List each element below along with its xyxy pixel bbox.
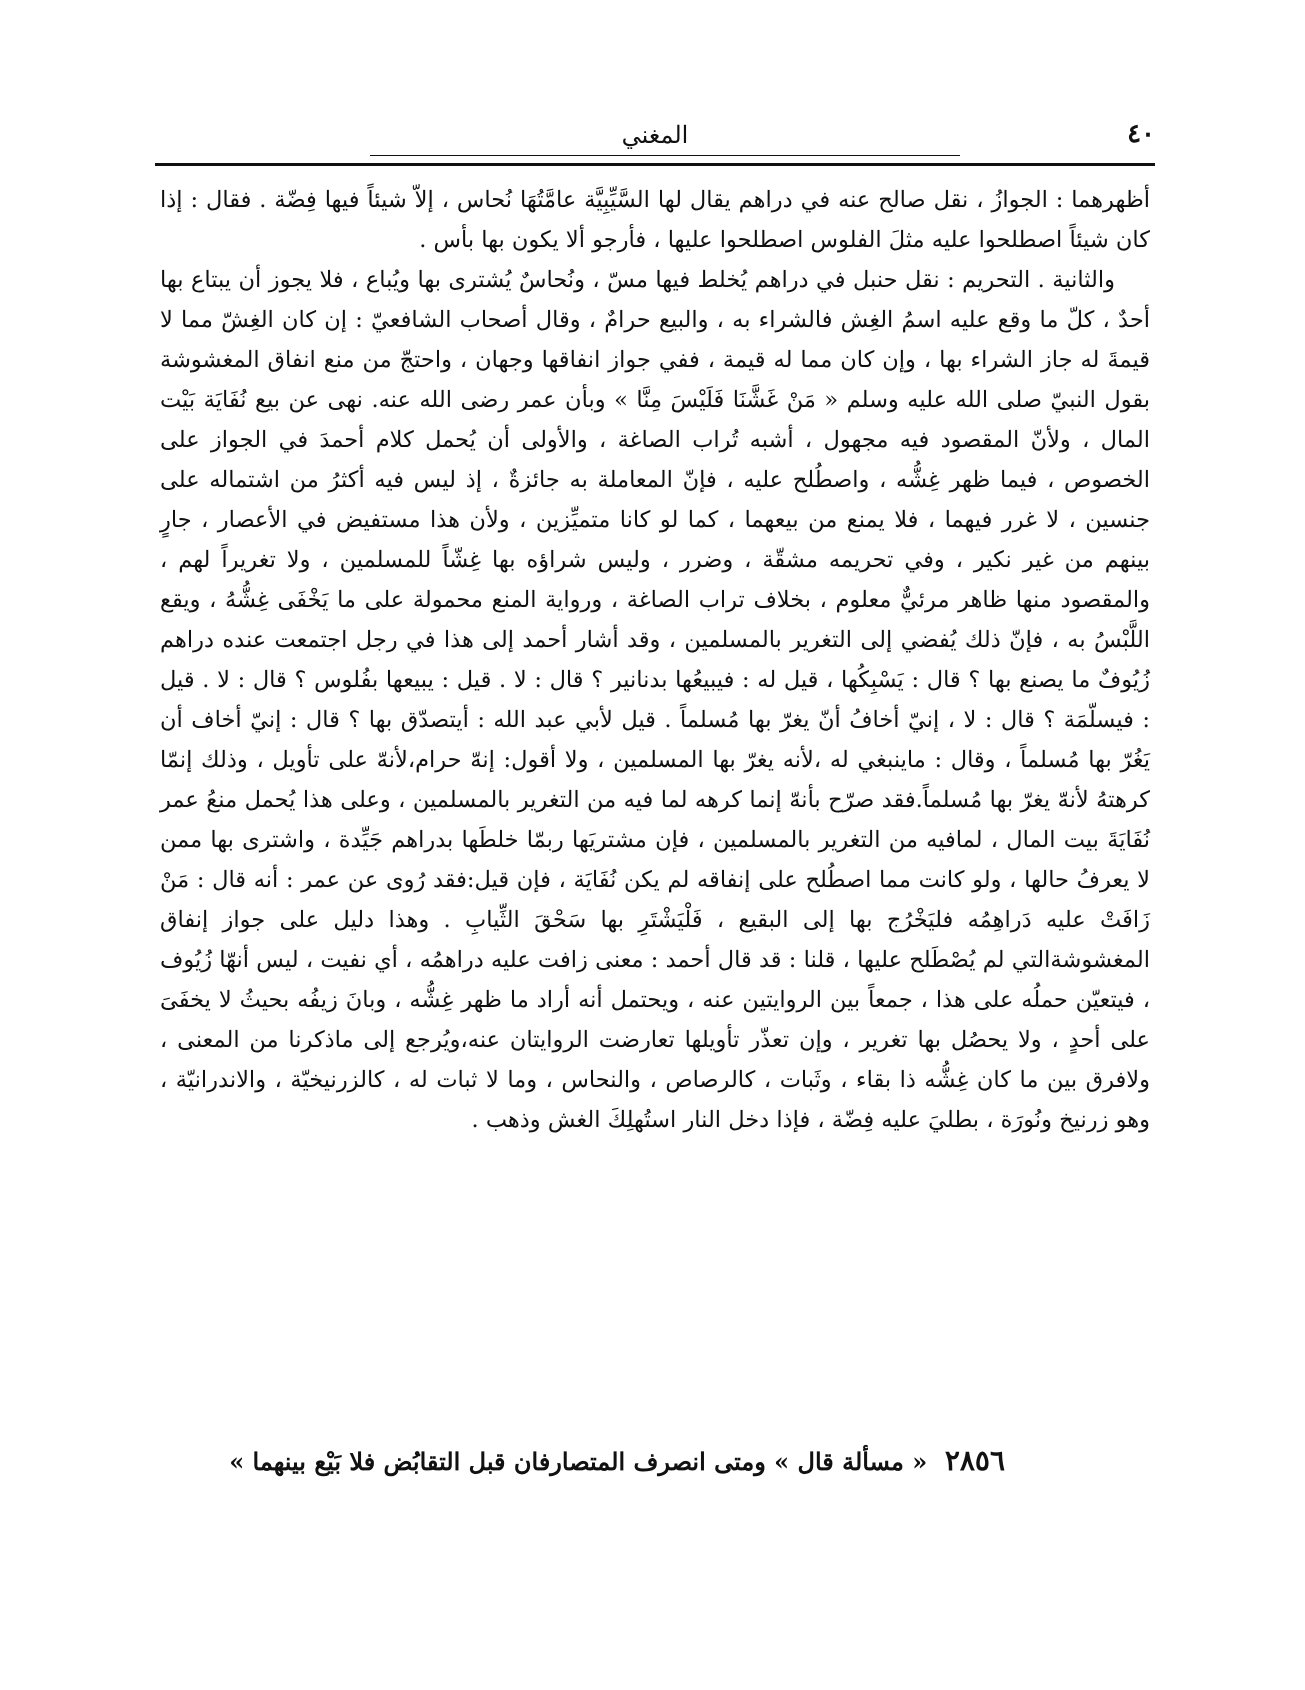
- page-number: ٤٠: [1127, 119, 1155, 149]
- page-header: [155, 115, 1155, 159]
- body-text: [160, 180, 1150, 1140]
- paragraph-2: والثانية . التحريم : نقل حنبل في دراهم يُخلط فيها مسّ ، ونُحاسٌ يُشترى بها ويُباع ، فلا يجوز أن يبتاع بها أحدٌ ، كلّ ما وقع عليه اسمُ الغِش فالشراء به ، والبيع حرامٌ ، وقال أصحاب الشافعيّ : إن كان الغِشّ مما لا قيمةَ له جاز الشراء بها ، وإن كان مما له قيمة ، ففي جواز انفاقها وجهان ، واحتجّ من منع انفاق المغشوشة بقول النبيّ صلى الله عليه وسلم « مَنْ غَشَّنَا فَلَيْسَ مِنَّا » وبأن عمر رضى الله عنه. نهى عن بيع نُفَايَة بَيْت المال ، ولأنّ المقصود فيه مجهول ، أشبه تُراب الصاغة ، والأولى أن يُحمل كلام أحمدَ في الجواز على الخصوص ، فيما ظهر غِشُّه ، واصطُلح عليه ، فإنّ المعاملة به جائزةٌ ، إذ ليس فيه أكثرُ من اشتماله على جنسين ، لا غرر فيهما ، فلا يمنع من بيعهما ، كما لو كانا متميِّزين ، ولأن هذا مستفيض في الأعصار ، جارٍ بينهم من غير نكير ، وفي تحريمه مشقّة ، وضرر ، وليس شراؤه بها غِشّاً للمسلمين ، ولا تغريراً لهم ، والمقصود منها ظاهر مرئيٌّ معلوم ، بخلاف تراب الصاغة ، ورواية المنع محمولة على ما يَخْفَى غِشُّهُ ، ويقع اللَّبْسُ به ، فإنّ ذلك يُفضي إلى التغرير بالمسلمين ، وقد أشار أحمد إلى هذا في رجل اجتمعت عنده دراهم زُيُوفٌ ما يصنع بها ؟ قال : يَسْبِكُها ، قيل له : فيبيعُها بدنانير ؟ قال : لا . قيل : يبيعها بفُلوس ؟ قال : لا . قيل : فيسلّمَة ؟ قال : لا ، إنيّ أخافُ أنّ يغرّ بها مُسلماً . قيل لأبي عبد الله : أيتصدّق بها ؟ قال : إنيّ أخاف أن يَغُرّ بها مُسلماً ، وقال : ماينبغي له ،لأنه يغرّ بها المسلمين ، ولا أقول: إنهّ حرام،لأنهّ على تأويل ، وذلك إنمّا كرهتهُ لأنهّ يغرّ بها مُسلماً.فقد صرّح بأنهّ إنما كرهه لما فيه من التغرير بالمسلمين ، وعلى هذا يُحمل منعُ عمر نُفَايَةَ بيت المال ، لمافيه من التغرير بالمسلمين ، فإن مشتريَها ربمّا خلطَها بدراهم جَيِّدة ، واشترى بها ممن لا يعرفُ حالها ، ولو كانت مما اصطُلح على إنفاقه لم يكن نُفَايَة ، فإن قيل:فقد رُوى عن عمر : أنه قال : مَنْ زَافَتْ عليه دَراهِمُه فليَخْرُج بها إلى البقيع ، فَلْيَشْتَرِ بها سَحْقَ الثِّيابِ . وهذا دليل على جواز إنفاق المغشوشةالتي لم يُصْطَلح عليها ، قلنا : قد قال أحمد : معنى زافت عليه دراهمُه ، أي نفيت ، ليس أنهّا زُيُوف ، فيتعيّن حملُه على هذا ، جمعاً بين الروايتين عنه ، ويحتمل أنه أراد ما ظهر غِشُّه ، وبانَ زيفُه بحيثُ لا يخفَىَ على أحدٍ ، ولا يحصُل بها تغرير ، وإن تعذّر تأويلها تعارضت الروايتان عنه،ويُرجع إلى ماذكرنا من المعنى ، ولافرق بين ما كان غِشُّه ذا بقاء ، وثَبات ، كالرصاص ، والنحاس ، وما لا ثبات له ، كالزرنيخيّة ، والاندرانيّة ، وهو زرنيخ ونُورَة ، بطليَ عليه فِضّة ، فإذا دخل النار استُهلِكَ الغش وذهب .: [160, 267, 1150, 1133]
- masala-text: « مسألة قال » ومتى انصرف المتصارفان قبل التقابُض فلا بَيْع بينهما »: [229, 1447, 928, 1476]
- header-rule-thin: [370, 155, 960, 156]
- masala-number: ٢٨٥٦: [944, 1444, 1005, 1477]
- header-rule: [155, 163, 1155, 166]
- paragraph-1: أظهرهما : الجوازُ ، نقل صالح عنه في دراهم يقال لها السَّيِّبِيَّة عامَّتُهَا نُحاس ، إلاّ شيئاً فيها فِضّة . فقال : إذا كان شيئاً اصطلحوا عليه مثلَ الفلوس اصطلحوا عليها ، فأرجو ألا يكون بها بأس .: [160, 187, 1150, 253]
- masala-heading: [229, 1440, 1005, 1483]
- running-title: المغني: [621, 121, 689, 149]
